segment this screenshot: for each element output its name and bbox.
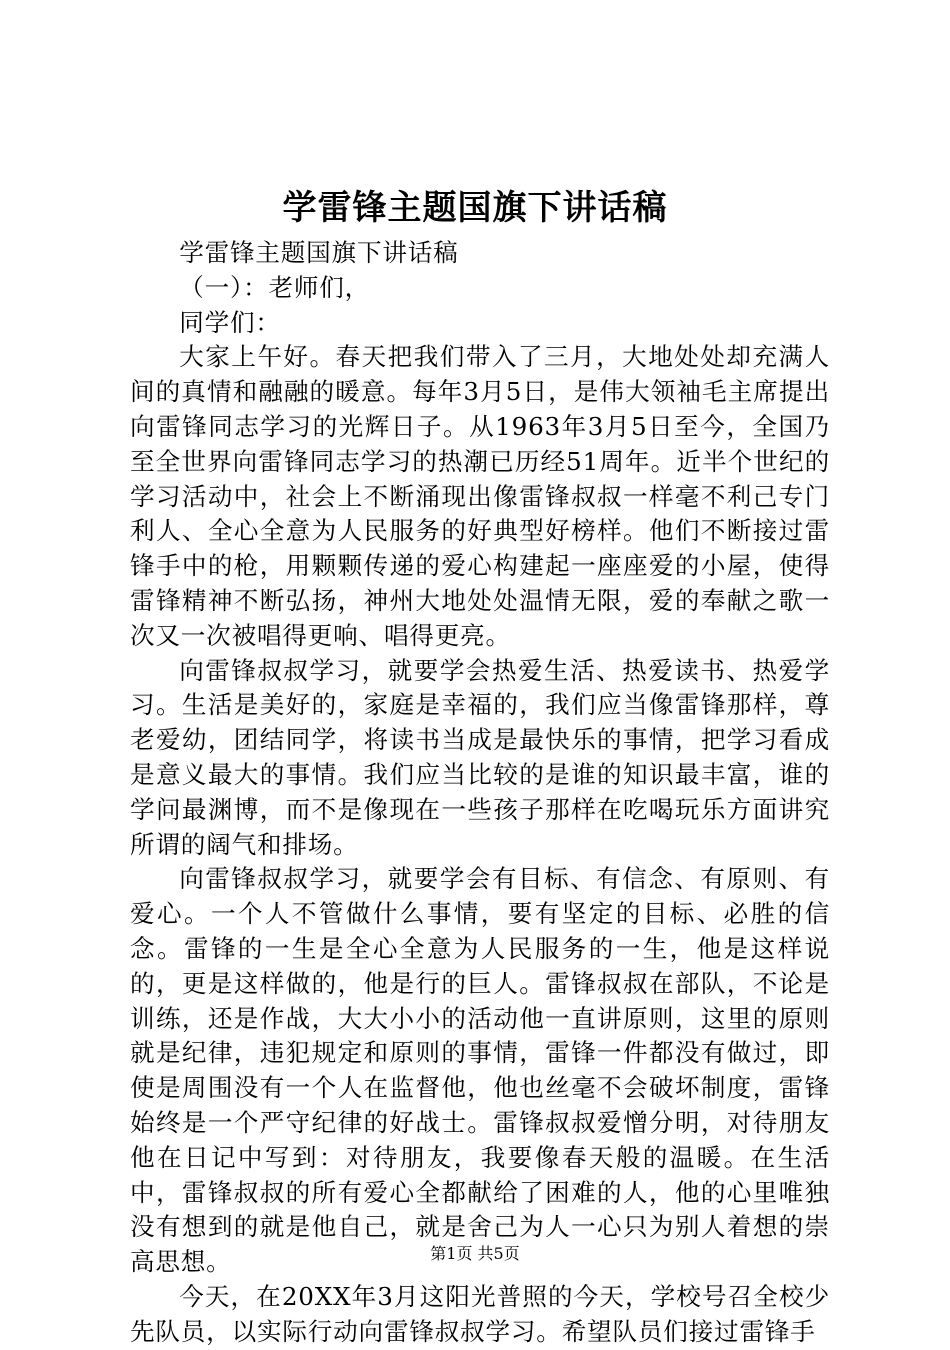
paragraph-salutation-teachers: （一）：老师们，: [179, 272, 371, 302]
paragraph-today: 今天，在20XX年3月这阳光普照的今天，学校号召全校少先队员，以实际行动向雷锋叔叔学习。希望队员们接过雷锋手: [130, 1281, 830, 1346]
paragraph-greeting: 大家上午好。春天把我们带入了三月，大地处处却充满人间的真情和融融的暖意。每年3月5日，是伟大领袖毛主席提出向雷锋同志学习的光辉日子。从1963年3月5日至今，全国乃至全世界向雷锋同志学习的热潮已历经51周年。近半个世纪的学习活动中，社会上不断涌现出像雷锋叔叔一样毫不利己专门利人、全心全意为人民服务的好典型好榜样。他们不断接过雷锋手中的枪，用颗颗传递的爱心构建起一座座爱的小屋，使得雷锋精神不断弘扬，神州大地处处温情无限，爱的奉献之歌一次又一次被唱得更响、唱得更亮。: [130, 342, 830, 650]
page-footer: 第1页 共5页: [430, 1244, 520, 1263]
document-title: 学雷锋主题国旗下讲话稿: [282, 188, 668, 228]
paragraph-salutation-students: 同学们：: [179, 307, 281, 337]
paragraph-subtitle: 学雷锋主题国旗下讲话稿: [179, 238, 459, 267]
paragraph-study-reading: 向雷锋叔叔学习，就要学会热爱生活、热爱读书、热爱学习。生活是美好的，家庭是幸福的，我们应当像雷锋那样，尊老爱幼，团结同学，将读书当成是最快乐的事情，把学习看成是意义最大的事情。我们应当比较的是谁的知识最丰富，谁的学问最渊博，而不是像现在一些孩子那样在吃喝玩乐方面讲究所谓的阔气和排场。: [130, 655, 830, 859]
paragraph-goals-beliefs: 向雷锋叔叔学习，就要学会有目标、有信念、有原则、有爱心。一个人不管做什么事情，要有坚定的目标、必胜的信念。雷锋的一生是全心全意为人民服务的一生，他是这样说的，更是这样做的，他是行的巨人。雷锋叔叔在部队，不论是训练，还是作战，大大小小的活动他一直讲原则，这里的原则就是纪律，违犯规定和原则的事情，雷锋一件都没有做过，即使是周围没有一个人在监督他，他也丝毫不会破坏制度，雷锋始终是一个严守纪律的好战士。雷锋叔叔爱憎分明，对待朋友他在日记中写到：对待朋友，我要像春天般的温暖。在生活中，雷锋叔叔的所有爱心全都献给了困难的人，他的心里唯独没有想到的就是他自己，就是舍己为人一心只为别人着想的崇高思想。: [130, 864, 830, 1277]
document-body: [130, 236, 830, 1350]
